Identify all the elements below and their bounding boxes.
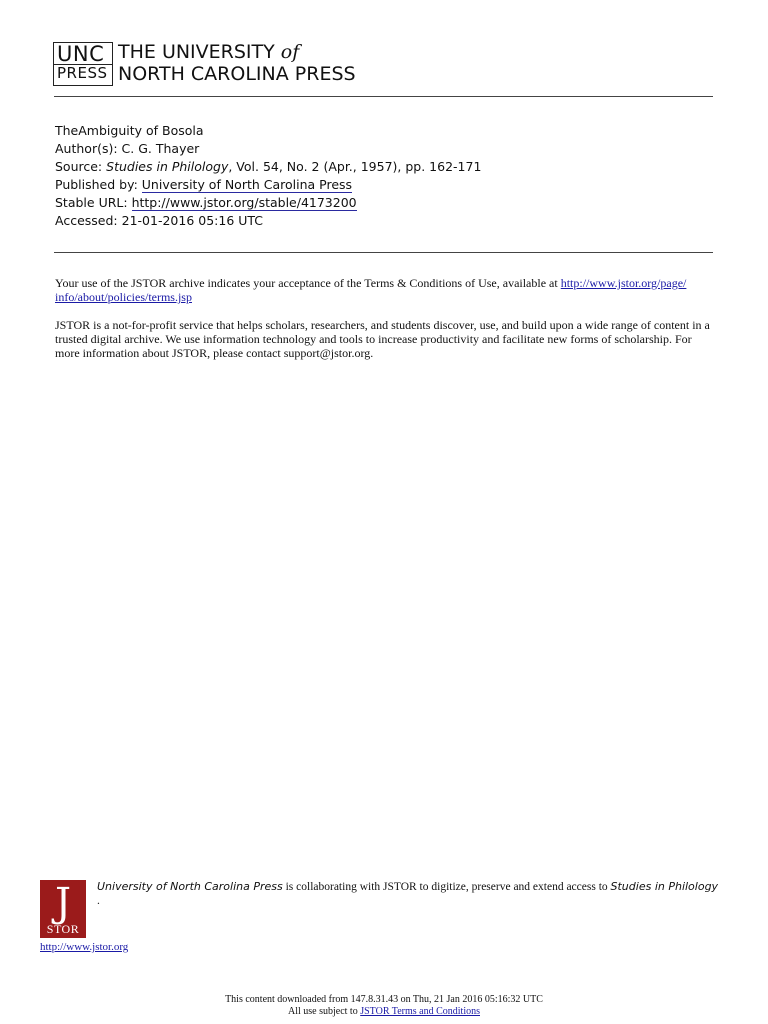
authors-value: C. G. Thayer (121, 141, 200, 156)
footer-download-info: This content downloaded from 147.8.31.43 on Thu, 21 Jan 2016 05:16:32 UTC (225, 994, 543, 1005)
collab-publisher: University of North Carolina Press (97, 880, 283, 893)
article-title: TheAmbiguity of Bosola (55, 123, 204, 138)
jstor-logo-word: STOR (46, 922, 80, 936)
stable-url-line (55, 194, 481, 212)
citation-divider (54, 252, 713, 253)
footer-terms-line (0, 1006, 768, 1018)
header-divider (54, 96, 713, 97)
publisher-name (118, 41, 356, 85)
publisher-of: of (280, 41, 300, 63)
jstor-about-paragraph: JSTOR is a not-for-profit service that helps scholars, researchers, and students discover, use, and build upon a wide range of content in a trusted digital archive. We use information technology and tools to increase productivity and facilitate new forms of scholarship. For more information about JSTOR, please contact support@jstor.org. (55, 318, 710, 360)
source-journal: Studies in Philology (106, 159, 229, 174)
collab-text: is collaborating with JSTOR to digitize, preserve and extend access to (282, 881, 611, 893)
download-footer (0, 994, 768, 1018)
jstor-logo[interactable] (40, 880, 86, 938)
accessed-label: Accessed: (55, 213, 118, 228)
collab-end: . (97, 895, 100, 907)
source-label: Source: (55, 159, 103, 174)
source-details: , Vol. 54, No. 2 (Apr., 1957), pp. 162-171 (228, 159, 482, 174)
publisher-link[interactable]: University of North Carolina Press (141, 177, 353, 192)
authors-line (55, 140, 481, 158)
source-line (55, 158, 481, 176)
footer-terms-prefix: All use subject to (288, 1006, 361, 1017)
collaboration-notice (97, 880, 737, 908)
publisher-line1: THE UNIVERSITY (118, 41, 281, 63)
terms-link-part1: http://www.jstor.org/page/ (560, 276, 687, 290)
terms-paragraph (55, 276, 715, 304)
jstor-logo-letter: J (54, 880, 72, 926)
logo-press-text: PRESS (57, 64, 108, 82)
collab-journal: Studies in Philology (610, 880, 719, 893)
unc-press-logo (53, 42, 113, 86)
citation-block (55, 122, 481, 230)
footer-terms-link[interactable]: JSTOR Terms and Conditions (360, 1006, 480, 1017)
published-label: Published by: (55, 177, 138, 192)
jstor-home-link[interactable]: http://www.jstor.org (40, 941, 129, 953)
publisher-line2: NORTH CAROLINA PRESS (118, 63, 356, 85)
authors-label: Author(s): (55, 141, 118, 156)
stable-url-label: Stable URL: (55, 195, 128, 210)
terms-text: Your use of the JSTOR archive indicates your acceptance of the Terms & Conditions of Use, available at (55, 276, 561, 290)
published-line (55, 176, 481, 194)
terms-link-part2: info/about/policies/terms.jsp (55, 290, 192, 304)
accessed-line (55, 212, 481, 230)
stable-url-link[interactable]: http://www.jstor.org/stable/4173200 (131, 195, 357, 210)
accessed-value: 21-01-2016 05:16 UTC (121, 213, 264, 228)
logo-unc-text: UNC (57, 42, 105, 66)
